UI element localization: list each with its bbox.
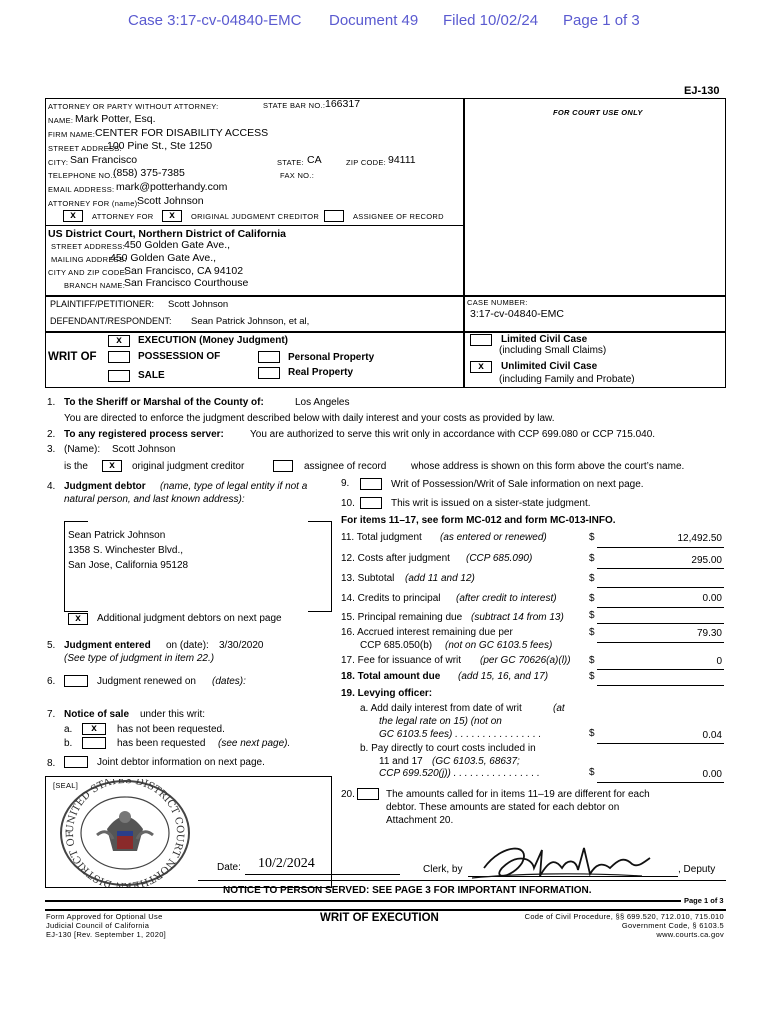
- debtor-name[interactable]: Sean Patrick Johnson: [68, 530, 166, 541]
- item-12-dollar: $: [589, 553, 595, 564]
- attorney-heading: ATTORNEY OR PARTY WITHOUT ATTORNEY:: [48, 102, 219, 111]
- sale-label: SALE: [138, 370, 165, 381]
- firm-name[interactable]: CENTER FOR DISABILITY ACCESS: [95, 127, 269, 139]
- email-label: EMAIL ADDRESS:: [48, 185, 115, 194]
- email[interactable]: mark@potterhandy.com: [116, 181, 228, 193]
- notice-text: NOTICE TO PERSON SERVED: SEE PAGE 3 FOR IMPORTANT INFORMATION.: [223, 885, 592, 896]
- item-17-dollar: $: [589, 655, 595, 666]
- deputy-label: , Deputy: [678, 864, 716, 875]
- debtor-bracket-top: [64, 521, 88, 522]
- item-7b-letter: b.: [64, 738, 73, 749]
- firm-label: FIRM NAME:: [48, 130, 96, 139]
- debtor-bracket-left: [64, 521, 65, 611]
- item-5-number: 5.: [47, 640, 56, 651]
- item-19b-italic-2: (GC 6103.5, 68637;: [432, 756, 520, 767]
- item-16b-label: CCP 685.050(b): [360, 640, 433, 651]
- writ-of-label: WRIT OF: [48, 351, 97, 363]
- county[interactable]: Los Angeles: [295, 397, 350, 408]
- footer-right-2: Government Code, § 6103.5: [621, 921, 724, 930]
- judgment-date[interactable]: 3/30/2020: [219, 640, 264, 651]
- plaintiff-label: PLAINTIFF/PETITIONER:: [50, 299, 155, 309]
- item-10-number: 10.: [341, 498, 355, 509]
- possession-info-checkbox[interactable]: [360, 478, 382, 490]
- additional-debtors-label: Additional judgment debtors on next page: [97, 613, 282, 624]
- item-18-label: 18. Total amount due: [341, 671, 441, 682]
- additional-debtors-checkbox[interactable]: x: [68, 613, 88, 625]
- court-costs[interactable]: 0.00: [702, 769, 722, 780]
- defendant-label: DEFENDANT/RESPONDENT:: [50, 316, 172, 326]
- court-seal: [57, 779, 193, 887]
- sister-state-checkbox[interactable]: [360, 497, 382, 509]
- court-branch[interactable]: San Francisco Courthouse: [124, 277, 249, 289]
- item-15-line: [597, 623, 724, 624]
- limited-label: Limited Civil Case: [501, 334, 588, 345]
- item-5-sub: (See type of judgment in item 22.): [64, 653, 215, 664]
- notice-bottom-line: [45, 900, 681, 902]
- limited-sub: (including Small Claims): [499, 345, 607, 356]
- item-11-label: 11. Total judgment: [341, 532, 422, 543]
- item-17-italic: (per GC 70626(a)(l)): [480, 655, 571, 666]
- item-7-number: 7.: [47, 709, 56, 720]
- footer-page: Page 1 of 3: [684, 896, 724, 905]
- fax-label: FAX NO.:: [280, 171, 315, 180]
- clerk-label: Clerk, by: [423, 864, 463, 875]
- item-19a-italic-2: the legal rate on 15) (not on: [379, 716, 502, 727]
- item-4-italic-2: natural person, and last known address):: [64, 494, 245, 505]
- attorney-name[interactable]: Mark Potter, Esq.: [75, 113, 156, 125]
- item-8-number: 8.: [47, 758, 56, 769]
- court-street-label: STREET ADDRESS:: [51, 242, 125, 251]
- court-street[interactable]: 450 Golden Gate Ave.,: [124, 239, 231, 251]
- signature-date[interactable]: 10/2/2024: [258, 856, 315, 871]
- item-20-text-1: The amounts called for in items 11–19 are different for each: [386, 789, 650, 800]
- item-19b-italic-3: CCP 699.520(j)) . . . . . . . . . . . . . . . .: [379, 768, 540, 779]
- costs-after-judgment[interactable]: 295.00: [691, 555, 722, 566]
- form-id: EJ-130: [684, 85, 720, 97]
- daily-interest[interactable]: 0.04: [702, 730, 722, 741]
- assignee-option: ASSIGNEE OF RECORD: [353, 212, 444, 221]
- footer-left-1: Form Approved for Optional Use: [46, 912, 163, 921]
- court-cityzip[interactable]: San Francisco, CA 94102: [124, 265, 244, 277]
- item-14-line: [597, 607, 724, 608]
- court-branch-label: BRANCH NAME:: [64, 281, 126, 290]
- debtor-address-1[interactable]: 1358 S. Winchester Blvd.,: [68, 545, 184, 556]
- bar-number[interactable]: 166317: [325, 98, 361, 110]
- item-6-number: 6.: [47, 676, 56, 687]
- item-19b-line2: 11 and 17: [379, 756, 423, 767]
- item-4-italic: (name, type of legal entity if not a: [160, 481, 308, 492]
- footer-left-3: EJ-130 [Rev. September 1, 2020]: [46, 930, 167, 939]
- item-13-italic: (add 11 and 12): [405, 573, 475, 584]
- personal-property-label: Personal Property: [288, 352, 375, 363]
- item-19a-label: a. Add daily interest from date of writ: [360, 703, 522, 714]
- writ-fee[interactable]: 0: [716, 656, 722, 667]
- item-7b-text: has been requested: [117, 738, 206, 749]
- attorney-for-option: ATTORNEY FOR: [92, 212, 154, 221]
- real-property-label: Real Property: [288, 367, 354, 378]
- item-7-label: Notice of sale: [64, 709, 130, 720]
- item-18-italic: (add 15, 16, and 17): [458, 671, 549, 682]
- assignee-label: assignee of record: [304, 461, 387, 472]
- court-name[interactable]: US District Court, Northern District of California: [48, 228, 287, 240]
- item-15-dollar: $: [589, 610, 595, 621]
- item-8-text: Joint debtor information on next page.: [97, 757, 265, 768]
- whose-address-text: whose address is shown on this form above the court’s name.: [411, 461, 685, 472]
- item-19a-dollar: $: [589, 728, 595, 739]
- debtor-bracket-right: [331, 521, 332, 611]
- footer-left-2: Judicial Council of California: [46, 921, 150, 930]
- item-15-label: 15. Principal remaining due: [341, 612, 463, 623]
- sale-requested-checkbox[interactable]: [82, 737, 106, 749]
- footer-top-line: [45, 909, 726, 911]
- court-use-label: FOR COURT USE ONLY: [553, 108, 643, 117]
- telephone[interactable]: (858) 375-7385: [113, 167, 185, 179]
- total-judgment[interactable]: 12,492.50: [677, 533, 722, 544]
- item-12-label: 12. Costs after judgment: [341, 553, 450, 564]
- item-12-italic: (CCP 685.090): [466, 553, 533, 564]
- item-20-text-3: Attachment 20.: [386, 815, 454, 826]
- court-cityzip-label: CITY AND ZIP CODE:: [48, 268, 128, 277]
- item-5-label: Judgment entered: [64, 640, 151, 651]
- item-14-dollar: $: [589, 593, 595, 604]
- state[interactable]: CA: [307, 154, 322, 166]
- item-18-line: [597, 685, 724, 686]
- filed-header: Filed 10/02/24: [443, 12, 539, 29]
- possession-label: POSSESSION OF: [138, 351, 221, 362]
- credits-to-principal[interactable]: 0.00: [702, 593, 722, 604]
- divider: [45, 225, 464, 226]
- item-13-label: 13. Subtotal: [341, 573, 395, 584]
- item-2-text: You are authorized to serve this writ only in accordance with CCP 699.080 or CCP 715.040.: [250, 429, 656, 440]
- item-3-number: 3.: [47, 444, 56, 455]
- attorney-for-name[interactable]: Scott Johnson: [137, 195, 204, 207]
- street[interactable]: 100 Pine St., Ste 1250: [107, 140, 213, 152]
- zip-label: ZIP CODE:: [346, 158, 387, 167]
- item-15-italic: (subtract 14 from 13): [471, 612, 564, 623]
- personal-property-checkbox[interactable]: [258, 351, 280, 363]
- plaintiff[interactable]: Scott Johnson: [168, 299, 229, 310]
- item-17-line: [597, 669, 724, 670]
- item-17-label: 17. Fee for issuance of writ: [341, 655, 462, 666]
- case-number-label: CASE NUMBER:: [467, 298, 528, 307]
- unlimited-sub: (including Family and Probate): [499, 374, 635, 385]
- debtor-bracket-bottom: [64, 611, 88, 612]
- sale-not-requested-checkbox[interactable]: x: [82, 723, 106, 735]
- renewed-checkbox[interactable]: [64, 675, 88, 687]
- item-19b-label: b. Pay directly to court costs included in: [360, 743, 536, 754]
- item-11-line: [597, 547, 724, 548]
- original-creditor-check[interactable]: x: [102, 460, 122, 472]
- limited-checkbox[interactable]: [470, 334, 492, 346]
- item-4-label: Judgment debtor: [64, 481, 146, 492]
- item-7a-text: has not been requested.: [117, 724, 225, 735]
- item-6-italic: (dates):: [212, 676, 246, 687]
- item-3-label: (Name):: [64, 444, 101, 455]
- attorney-for-checkbox[interactable]: x: [63, 210, 83, 222]
- item-13-line: [597, 587, 724, 588]
- creditor-name[interactable]: Scott Johnson: [112, 444, 176, 455]
- item-19b-dollar: $: [589, 767, 595, 778]
- item-19a-italic-3: GC 6103.5 fees) . . . . . . . . . . . . . . . .: [379, 729, 542, 740]
- city-label: CITY:: [48, 158, 69, 167]
- item-5-text: on (date):: [166, 640, 209, 651]
- item-9-text: Writ of Possession/Writ of Sale information on next page.: [391, 479, 644, 490]
- item-1-text: You are directed to enforce the judgment described below with daily interest and your costs as provided by law.: [64, 413, 555, 424]
- item-1-label: To the Sheriff or Marshal of the County of:: [64, 397, 264, 408]
- unlimited-checkbox[interactable]: x: [470, 361, 492, 373]
- item-4-number: 4.: [47, 481, 56, 492]
- execution-checkbox[interactable]: x: [108, 335, 130, 347]
- item-2-label: To any registered process server:: [64, 429, 224, 440]
- date-line: [245, 874, 400, 875]
- item-7b-italic: (see next page).: [218, 738, 291, 749]
- debtor-bracket-bottom-right: [308, 611, 332, 612]
- item-16-dollar: $: [589, 627, 595, 638]
- item-16-line: [597, 642, 724, 643]
- item-18-dollar: $: [589, 671, 595, 682]
- court-mailing[interactable]: 450 Golden Gate Ave.,: [110, 252, 217, 264]
- for-items-note: For items 11–17, see form MC-012 and form MC-013-INFO.: [341, 515, 616, 526]
- page-header: Page 1 of 3: [563, 12, 640, 29]
- item-12-line: [597, 568, 724, 569]
- original-creditor-label: original judgment creditor: [132, 461, 245, 472]
- item-7a-letter: a.: [64, 724, 73, 735]
- street-label: STREET ADDRESS:: [48, 144, 122, 153]
- item-2-number: 2.: [47, 429, 56, 440]
- real-property-checkbox[interactable]: [258, 367, 280, 379]
- debtor-bracket-top-right: [308, 521, 332, 522]
- item-14-italic: (after credit to interest): [456, 593, 557, 604]
- sale-checkbox[interactable]: [108, 370, 130, 382]
- item-16b-italic: (not on GC 6103.5 fees): [445, 640, 553, 651]
- item-16-label: 16. Accrued interest remaining due per: [341, 627, 513, 638]
- for-label: ATTORNEY FOR (name):: [48, 199, 140, 208]
- case-header: Case 3:17-cv-04840-EMC: [128, 12, 302, 29]
- is-the-label: is the: [64, 461, 88, 472]
- tel-label: TELEPHONE NO.:: [48, 171, 116, 180]
- item-20-text-2: debtor. These amounts are stated for each debtor on: [386, 802, 620, 813]
- footer-title: WRIT OF EXECUTION: [320, 912, 439, 924]
- name-label: NAME:: [48, 116, 74, 125]
- item-9-number: 9.: [341, 478, 350, 489]
- unlimited-label: Unlimited Civil Case: [501, 361, 598, 372]
- item-10-text: This writ is issued on a sister-state judgment.: [391, 498, 591, 509]
- item-20-number: 20.: [341, 789, 355, 800]
- item-14-label: 14. Credits to principal: [341, 593, 441, 604]
- accrued-interest[interactable]: 79.30: [696, 628, 722, 639]
- original-creditor-option: ORIGINAL JUDGMENT CREDITOR: [191, 212, 320, 221]
- case-number[interactable]: 3:17-cv-04840-EMC: [470, 308, 564, 320]
- defendant[interactable]: Sean Patrick Johnson, et al,: [191, 316, 310, 327]
- footer-right-3: www.courts.ca.gov: [656, 930, 724, 939]
- notice-top-line: [198, 880, 726, 881]
- assignee-checkbox[interactable]: [324, 210, 344, 222]
- item-19b-line: [597, 782, 724, 783]
- state-label: STATE:: [277, 158, 304, 167]
- item-1-number: 1.: [47, 397, 56, 408]
- item-6-text: Judgment renewed on: [97, 676, 196, 687]
- zip[interactable]: 94111: [388, 154, 416, 166]
- item-19a-line: [597, 743, 724, 744]
- original-creditor-checkbox[interactable]: x: [162, 210, 182, 222]
- item-11-italic: (as entered or renewed): [440, 532, 547, 543]
- execution-label: EXECUTION (Money Judgment): [138, 335, 289, 346]
- footer-right-1: Code of Civil Procedure, §§ 699.520, 712.010, 715.010: [524, 912, 724, 921]
- bar-label: STATE BAR NO.:: [263, 101, 326, 110]
- item-7-text: under this writ:: [140, 709, 206, 720]
- item-11-dollar: $: [589, 532, 595, 543]
- joint-debtor-checkbox[interactable]: [64, 756, 88, 768]
- document-header: Document 49: [329, 12, 419, 29]
- item-19a-italic-1: (at: [553, 703, 565, 714]
- court-mailing-label: MAILING ADDRESS:: [51, 255, 127, 264]
- item-13-dollar: $: [589, 573, 595, 584]
- different-amounts-checkbox[interactable]: [357, 788, 379, 800]
- court-use-box: [464, 98, 726, 296]
- assignee-check[interactable]: [273, 460, 293, 472]
- city[interactable]: San Francisco: [70, 154, 138, 166]
- item-19-label: 19. Levying officer:: [341, 688, 433, 699]
- date-label: Date:: [217, 862, 241, 873]
- debtor-address-2[interactable]: San Jose, California 95128: [68, 560, 189, 571]
- possession-checkbox[interactable]: [108, 351, 130, 363]
- svg-text:UNITED STATES DISTRICT COURT N: UNITED STATES DISTRICT COURT NORTHERN DISTRICT OF: [64, 779, 186, 887]
- seal-label: [SEAL]: [53, 781, 79, 790]
